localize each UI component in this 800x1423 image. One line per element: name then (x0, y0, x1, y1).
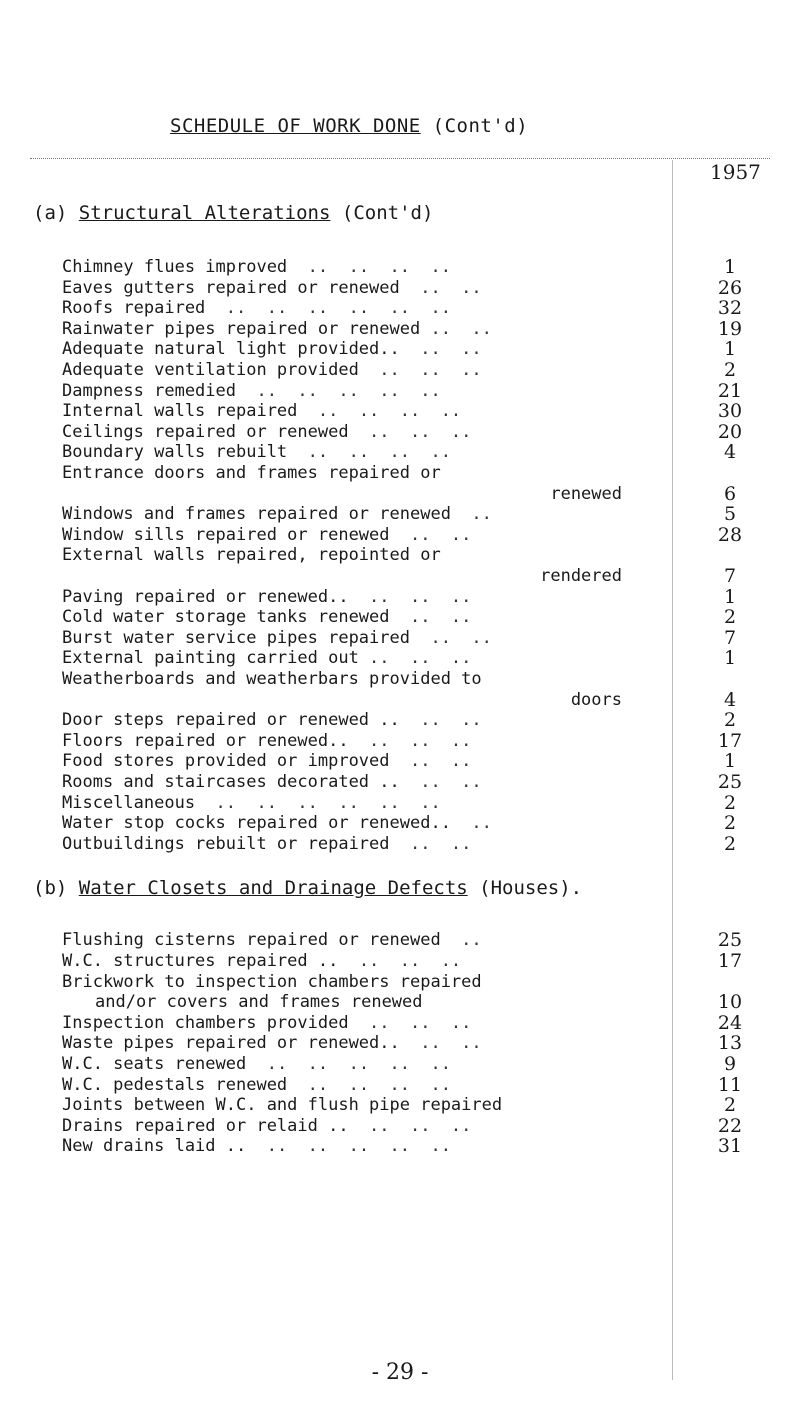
item-count: 11 (717, 1073, 743, 1096)
item-label: Internal walls repaired (62, 401, 298, 422)
dot-leader: .. .. (389, 607, 472, 628)
list-item (62, 929, 662, 951)
year-heading: 1957 (710, 160, 761, 184)
item-count: 2 (723, 606, 737, 629)
item-label-continued: doors (570, 689, 622, 710)
item-label: Drains repaired or relaid .. (62, 1115, 349, 1136)
item-label: W.C. seats renewed (62, 1054, 247, 1074)
dot-leader: .. .. .. .. (287, 442, 451, 463)
list-item (62, 256, 662, 278)
item-count: 17 (717, 729, 743, 752)
item-label: Water stop cocks repaired or renewed.. (62, 813, 451, 834)
item-label: Adequate ventilation provided (62, 360, 359, 380)
list-item (62, 1074, 662, 1096)
list-item (62, 1094, 662, 1116)
dot-leader: .. .. (410, 627, 492, 648)
list-item (62, 441, 662, 463)
item-count: 1 (723, 256, 737, 278)
item-count: 1 (723, 750, 737, 773)
item-count: 1 (723, 585, 737, 608)
list-item (62, 277, 662, 299)
list-item (62, 709, 662, 731)
dot-leader: .. .. .. (348, 421, 472, 442)
list-item (62, 1032, 662, 1054)
item-label: Flushing cisterns repaired or renewed (62, 930, 441, 951)
item-label: Paving repaired or renewed.. (62, 586, 349, 607)
dot-leader: .. .. (389, 833, 472, 854)
item-label: Eaves gutters repaired or renewed (62, 277, 400, 298)
dot-leader: .. .. (389, 524, 472, 545)
item-count: 32 (717, 297, 743, 320)
dot-leader: .. .. (420, 318, 492, 339)
item-label: Door steps repaired or renewed .. (62, 710, 400, 731)
item-label: External painting carried out (62, 648, 359, 669)
list-item (62, 380, 662, 402)
item-label: Inspection chambers provided (62, 1012, 349, 1033)
column-rule (672, 160, 673, 1380)
item-count: 10 (717, 991, 743, 1014)
item-count: 2 (723, 791, 737, 814)
item-count: 19 (717, 317, 743, 340)
item-label: W.C. structures repaired .. (62, 951, 339, 971)
item-count: 2 (723, 359, 737, 381)
item-count: 24 (717, 1011, 743, 1034)
dot-leader: .. .. .. (348, 730, 472, 751)
list-item (62, 421, 662, 443)
dot-leader: .. .. .. .. (297, 401, 462, 422)
section-a-label: (a) (33, 202, 68, 224)
item-label: Rooms and staircases decorated .. (62, 772, 400, 792)
list-item (62, 524, 662, 546)
dot-leader: .. .. .. .. .. .. (195, 792, 441, 813)
item-count: 4 (723, 441, 737, 464)
list-item (62, 359, 662, 381)
item-label: Food stores provided or improved (62, 751, 390, 772)
list-item (62, 544, 662, 566)
section-a-heading: Structural Alterations (78, 202, 331, 224)
list-item (62, 792, 662, 814)
item-count: 26 (717, 276, 743, 299)
list-item (62, 338, 662, 360)
list-item (62, 1115, 662, 1137)
item-label: Burst water service pipes repaired (62, 627, 410, 648)
list-item (62, 400, 662, 422)
list-item (62, 318, 662, 340)
item-label: Floors repaired or renewed.. (62, 730, 349, 751)
section-b-suffix: (Houses). (479, 877, 583, 900)
item-count: 4 (723, 688, 737, 711)
dot-leader: .. .. .. .. .. (236, 380, 441, 401)
item-count: 1 (723, 647, 737, 670)
section-a-title (33, 202, 433, 224)
list-item (62, 586, 662, 608)
item-label-continued: renewed (550, 483, 622, 504)
list-item (62, 668, 662, 690)
item-label-continued: and/or covers and frames renewed (95, 992, 423, 1013)
item-count: 2 (723, 709, 737, 732)
section-a-suffix: (Cont'd) (341, 202, 434, 224)
item-label: New drains laid .. (62, 1136, 247, 1157)
dot-leader: .. .. .. .. .. (246, 1054, 451, 1074)
page-title-suffix: (Cont'd) (432, 115, 529, 137)
item-count: 22 (717, 1114, 743, 1137)
item-label: Weatherboards and weatherbars provided to (62, 669, 482, 689)
list-item (62, 647, 662, 669)
dot-leader: .. .. .. .. (287, 1074, 451, 1095)
item-count: 5 (723, 503, 737, 526)
item-label: Window sills repaired or renewed (62, 524, 390, 545)
dot-leader: .. .. .. (348, 1012, 472, 1033)
list-item (62, 771, 662, 793)
item-count: 7 (723, 565, 737, 587)
list-item (62, 750, 662, 772)
item-count: 21 (717, 379, 743, 402)
item-count: 20 (717, 420, 743, 443)
dot-leader: .. .. (399, 710, 482, 731)
section-b-heading: Water Closets and Drainage Defects (78, 877, 468, 900)
item-count: 1 (723, 338, 737, 361)
item-label: Cold water storage tanks renewed (62, 607, 390, 628)
list-item (62, 462, 662, 484)
dot-leader: .. .. .. (338, 951, 462, 971)
list-item (62, 627, 662, 649)
item-count: 7 (723, 626, 737, 649)
list-item (62, 503, 662, 525)
item-label: Roofs repaired (62, 298, 206, 319)
item-label: Miscellaneous (62, 792, 196, 813)
item-label: External walls repaired, repointed or (62, 545, 441, 566)
dot-leader: .. .. (399, 277, 482, 298)
dot-leader: .. .. (389, 751, 472, 772)
item-count: 13 (717, 1032, 743, 1055)
dot-leader: .. .. .. (348, 1115, 472, 1136)
list-item (62, 833, 662, 855)
item-label: Joints between W.C. and flush pipe repaired (62, 1095, 503, 1116)
page-number: - 29 - (371, 1360, 429, 1385)
item-count: 25 (717, 771, 743, 793)
dot-leader: .. (450, 813, 492, 834)
item-label: Boundary walls rebuilt (62, 442, 288, 463)
item-count: 25 (717, 929, 743, 952)
item-count: 9 (723, 1053, 737, 1075)
list-item (62, 1053, 662, 1075)
item-label: Ceilings repaired or renewed (62, 421, 349, 442)
item-label: Windows and frames repaired or renewed (62, 504, 451, 525)
item-count: 6 (723, 482, 737, 505)
item-label: W.C. pedestals renewed (62, 1074, 288, 1095)
section-b-label: (b) (33, 877, 68, 900)
section-b-title (33, 877, 582, 899)
item-label-continued: rendered (540, 566, 622, 586)
dot-leader: .. (450, 504, 492, 525)
dot-leader: .. .. .. .. (287, 257, 451, 277)
dot-leader: .. (440, 930, 482, 951)
list-item (62, 1012, 662, 1034)
list-item (62, 297, 662, 319)
dot-leader: .. .. .. (358, 360, 482, 380)
item-label: Rainwater pipes repaired or renewed (62, 318, 421, 339)
dot-leader: .. .. (399, 1033, 482, 1054)
dot-leader: .. .. .. .. .. .. (205, 298, 451, 319)
item-count: 2 (723, 1094, 737, 1117)
list-item (62, 606, 662, 628)
dot-leader: .. .. .. .. .. (246, 1136, 451, 1157)
page-title (170, 115, 528, 137)
item-label: Adequate natural light provided.. (62, 339, 400, 360)
list-item (62, 1135, 662, 1157)
dot-leader: .. .. .. (348, 586, 472, 607)
item-label: Dampness remedied (62, 380, 236, 401)
list-item (62, 812, 662, 834)
item-count: 2 (723, 832, 737, 855)
item-count: 28 (717, 523, 743, 546)
item-label: Entrance doors and frames repaired or (62, 463, 441, 483)
page-title-text: SCHEDULE OF WORK DONE (170, 115, 421, 137)
list-item (62, 950, 662, 972)
dot-leader: .. .. (399, 772, 482, 792)
item-count: 17 (717, 950, 743, 972)
item-label: Waste pipes repaired or renewed.. (62, 1033, 400, 1054)
item-count: 2 (723, 812, 737, 835)
item-count: 31 (717, 1135, 743, 1158)
dot-leader: .. .. (399, 339, 482, 360)
list-item (62, 971, 662, 993)
item-label: Chimney flues improved (62, 257, 288, 277)
item-label: Brickwork to inspection chambers repaired (62, 971, 482, 992)
item-label: Outbuildings rebuilt or repaired (62, 833, 390, 854)
item-count: 30 (717, 400, 743, 423)
list-item (62, 730, 662, 752)
header-rule (30, 158, 770, 159)
dot-leader: .. .. .. (358, 648, 472, 669)
